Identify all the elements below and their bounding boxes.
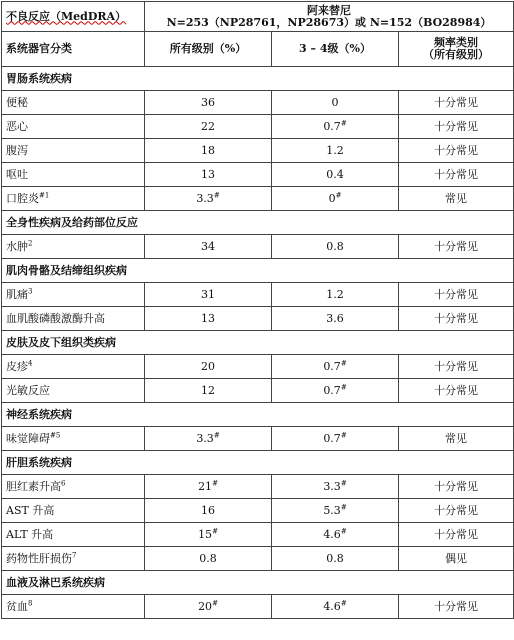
table-row bbox=[2, 499, 514, 523]
frequency-value: 十分常见 bbox=[399, 595, 514, 619]
frequency-value: 十分常见 bbox=[399, 475, 514, 499]
category-name: 全身性疾病及给药部位反应 bbox=[2, 211, 514, 235]
footnote-marker: #5 bbox=[50, 430, 61, 439]
frequency-value: 十分常见 bbox=[399, 523, 514, 547]
all-grades-value bbox=[145, 355, 272, 379]
table-row bbox=[2, 523, 514, 547]
footnote-marker: # bbox=[340, 430, 347, 439]
frequency-value: 十分常见 bbox=[399, 499, 514, 523]
grade-3-4-number: 0 bbox=[328, 191, 336, 205]
footnote-marker: 7 bbox=[72, 550, 77, 559]
category-row bbox=[2, 403, 514, 427]
frequency-header-line2: （所有级别） bbox=[423, 48, 489, 61]
all-grades-value bbox=[145, 475, 272, 499]
footnote-marker: # bbox=[340, 598, 347, 607]
all-grades-value bbox=[145, 187, 272, 211]
all-grades-value bbox=[145, 379, 272, 403]
table-row bbox=[2, 139, 514, 163]
table-row bbox=[2, 91, 514, 115]
category-name: 胃肠系统疾病 bbox=[2, 67, 514, 91]
frequency-value: 偶见 bbox=[399, 547, 514, 571]
table-row bbox=[2, 475, 514, 499]
footnote-marker: # bbox=[340, 382, 347, 391]
grade-3-4-value bbox=[272, 355, 399, 379]
footnote-marker: # bbox=[212, 526, 218, 535]
frequency-value: 十分常见 bbox=[399, 379, 514, 403]
grade-3-4-header: 3 – 4级（%） bbox=[272, 32, 399, 67]
grade-3-4-value bbox=[272, 235, 399, 259]
grade-3-4-value bbox=[272, 307, 399, 331]
reaction-name bbox=[2, 115, 145, 139]
reaction-name bbox=[2, 475, 145, 499]
reaction-name bbox=[2, 499, 145, 523]
grade-3-4-value bbox=[272, 595, 399, 619]
grade-3-4-value bbox=[272, 523, 399, 547]
grade-3-4-number: 5.3 bbox=[323, 503, 341, 517]
all-grades-value bbox=[145, 523, 272, 547]
all-grades-value bbox=[145, 283, 272, 307]
all-grades-number: 18 bbox=[201, 143, 215, 157]
footnote-marker: 6 bbox=[61, 478, 66, 487]
footnote-marker: # bbox=[212, 478, 218, 487]
reaction-label: 便秘 bbox=[6, 95, 28, 109]
all-grades-header: 所有级别（%） bbox=[145, 32, 272, 67]
header-row-2 bbox=[2, 32, 514, 67]
footnote-marker: # bbox=[213, 190, 220, 199]
drug-header bbox=[145, 2, 514, 32]
all-grades-number: 20 bbox=[201, 359, 215, 373]
grade-3-4-value bbox=[272, 379, 399, 403]
grade-3-4-value bbox=[272, 139, 399, 163]
frequency-value: 十分常见 bbox=[399, 283, 514, 307]
all-grades-value bbox=[145, 115, 272, 139]
all-grades-number: 13 bbox=[201, 167, 215, 181]
all-grades-value bbox=[145, 595, 272, 619]
frequency-value: 十分常见 bbox=[399, 163, 514, 187]
table-row bbox=[2, 355, 514, 379]
grade-3-4-number: 1.2 bbox=[326, 143, 344, 157]
category-row bbox=[2, 259, 514, 283]
category-name: 肝胆系统疾病 bbox=[2, 451, 514, 475]
grade-3-4-number: 0 bbox=[331, 95, 339, 109]
footnote-marker: 8 bbox=[28, 598, 33, 607]
grade-3-4-number: 0.7 bbox=[323, 359, 341, 373]
soc-header: 系统器官分类 bbox=[2, 32, 145, 67]
category-name: 血液及淋巴系统疾病 bbox=[2, 571, 514, 595]
reaction-label: 胆红素升高 bbox=[6, 479, 61, 493]
grade-3-4-number: 0.7 bbox=[323, 431, 341, 445]
footnote-marker: # bbox=[340, 526, 347, 535]
reaction-label: 口腔炎 bbox=[6, 191, 39, 205]
footnote-marker: 4 bbox=[28, 358, 33, 367]
reaction-label: 血肌酸磷酸激酶升高 bbox=[6, 311, 105, 325]
footnote-marker: # bbox=[340, 478, 347, 487]
table-row bbox=[2, 283, 514, 307]
reaction-label: 水肿 bbox=[6, 239, 28, 253]
footnote-marker: # bbox=[212, 598, 218, 607]
frequency-value: 十分常见 bbox=[399, 235, 514, 259]
population: N=253（NP28761，NP28673）或 N=152（BO28984） bbox=[166, 15, 492, 29]
all-grades-number: 22 bbox=[201, 119, 215, 133]
drug-name: 阿来替尼 bbox=[307, 3, 351, 17]
all-grades-number: 0.8 bbox=[199, 551, 217, 565]
frequency-value: 十分常见 bbox=[399, 115, 514, 139]
adverse-reactions-table bbox=[1, 1, 514, 619]
all-grades-value bbox=[145, 163, 272, 187]
all-grades-number: 16 bbox=[201, 503, 215, 517]
reaction-name bbox=[2, 163, 145, 187]
footnote-marker: # bbox=[335, 190, 342, 199]
reaction-name bbox=[2, 235, 145, 259]
all-grades-number: 36 bbox=[201, 95, 215, 109]
frequency-header bbox=[399, 32, 514, 67]
frequency-value: 十分常见 bbox=[399, 307, 514, 331]
grade-3-4-number: 1.2 bbox=[326, 287, 344, 301]
category-row bbox=[2, 211, 514, 235]
table-row bbox=[2, 235, 514, 259]
footnote-marker: # bbox=[340, 358, 347, 367]
reaction-name bbox=[2, 91, 145, 115]
all-grades-value bbox=[145, 547, 272, 571]
reaction-name bbox=[2, 187, 145, 211]
table-row bbox=[2, 427, 514, 451]
reaction-name bbox=[2, 547, 145, 571]
table-row bbox=[2, 595, 514, 619]
grade-3-4-number: 0.8 bbox=[326, 551, 344, 565]
grade-3-4-value bbox=[272, 427, 399, 451]
table-row bbox=[2, 187, 514, 211]
reaction-label: AST 升高 bbox=[6, 503, 55, 517]
reaction-label: 贫血 bbox=[6, 599, 28, 613]
reaction-label: ALT 升高 bbox=[6, 527, 54, 541]
grade-3-4-number: 3.6 bbox=[326, 311, 344, 325]
all-grades-value bbox=[145, 139, 272, 163]
header-row-1 bbox=[2, 2, 514, 32]
frequency-value: 常见 bbox=[399, 187, 514, 211]
all-grades-number: 13 bbox=[201, 311, 215, 325]
all-grades-number: 20 bbox=[198, 599, 213, 613]
grade-3-4-number: 0.8 bbox=[326, 239, 344, 253]
reaction-name bbox=[2, 379, 145, 403]
all-grades-number: 3.3 bbox=[196, 191, 214, 205]
frequency-value: 十分常见 bbox=[399, 91, 514, 115]
all-grades-value bbox=[145, 427, 272, 451]
table-row bbox=[2, 115, 514, 139]
grade-3-4-value bbox=[272, 91, 399, 115]
all-grades-value bbox=[145, 235, 272, 259]
all-grades-number: 3.3 bbox=[196, 431, 214, 445]
all-grades-value bbox=[145, 307, 272, 331]
grade-3-4-value bbox=[272, 547, 399, 571]
footnote-marker: # bbox=[340, 502, 347, 511]
all-grades-number: 31 bbox=[201, 287, 215, 301]
all-grades-number: 12 bbox=[201, 383, 215, 397]
footnote-marker: 3 bbox=[28, 286, 33, 295]
grade-3-4-number: 0.4 bbox=[326, 167, 344, 181]
reaction-name bbox=[2, 595, 145, 619]
footnote-marker: 2 bbox=[28, 238, 33, 247]
all-grades-value bbox=[145, 91, 272, 115]
reaction-name bbox=[2, 139, 145, 163]
reaction-label: 呕吐 bbox=[6, 167, 28, 181]
footnote-marker: #1 bbox=[39, 190, 50, 199]
frequency-value: 十分常见 bbox=[399, 355, 514, 379]
frequency-header-line1: 频率类别 bbox=[434, 36, 478, 49]
grade-3-4-number: 0.7 bbox=[323, 119, 341, 133]
category-row bbox=[2, 571, 514, 595]
reaction-label: 药物性肝损伤 bbox=[6, 551, 72, 565]
reaction-label: 光敏反应 bbox=[6, 383, 50, 397]
grade-3-4-value bbox=[272, 187, 399, 211]
category-row bbox=[2, 451, 514, 475]
category-row bbox=[2, 331, 514, 355]
table-row bbox=[2, 163, 514, 187]
grade-3-4-value bbox=[272, 283, 399, 307]
all-grades-number: 15 bbox=[198, 527, 213, 541]
reaction-name bbox=[2, 355, 145, 379]
reaction-label: 味觉障碍 bbox=[6, 431, 50, 445]
all-grades-number: 21 bbox=[198, 479, 213, 493]
grade-3-4-number: 4.6 bbox=[323, 599, 341, 613]
reaction-label: 恶心 bbox=[6, 119, 28, 133]
reaction-label: 肌痛 bbox=[6, 287, 28, 301]
reaction-label: 皮疹 bbox=[6, 359, 28, 373]
table-row bbox=[2, 307, 514, 331]
grade-3-4-number: 0.7 bbox=[323, 383, 341, 397]
grade-3-4-value bbox=[272, 163, 399, 187]
category-name: 神经系统疾病 bbox=[2, 403, 514, 427]
grade-3-4-number: 4.6 bbox=[323, 527, 341, 541]
reaction-name bbox=[2, 427, 145, 451]
reaction-label: 腹泻 bbox=[6, 143, 28, 157]
footnote-marker: # bbox=[340, 118, 347, 127]
frequency-value: 十分常见 bbox=[399, 139, 514, 163]
table-row bbox=[2, 547, 514, 571]
grade-3-4-value bbox=[272, 115, 399, 139]
frequency-value: 常见 bbox=[399, 427, 514, 451]
category-name: 皮肤及皮下组织类疾病 bbox=[2, 331, 514, 355]
table-row bbox=[2, 379, 514, 403]
grade-3-4-value bbox=[272, 499, 399, 523]
category-name: 肌肉骨骼及结缔组织疾病 bbox=[2, 259, 514, 283]
reaction-name bbox=[2, 307, 145, 331]
reaction-name bbox=[2, 523, 145, 547]
footnote-marker: # bbox=[213, 430, 220, 439]
all-grades-number: 34 bbox=[201, 239, 215, 253]
category-row bbox=[2, 67, 514, 91]
adverse-reaction-header: 不良反应（MedDRA） bbox=[2, 2, 145, 32]
all-grades-value bbox=[145, 499, 272, 523]
grade-3-4-number: 3.3 bbox=[323, 479, 341, 493]
reaction-name bbox=[2, 283, 145, 307]
grade-3-4-value bbox=[272, 475, 399, 499]
